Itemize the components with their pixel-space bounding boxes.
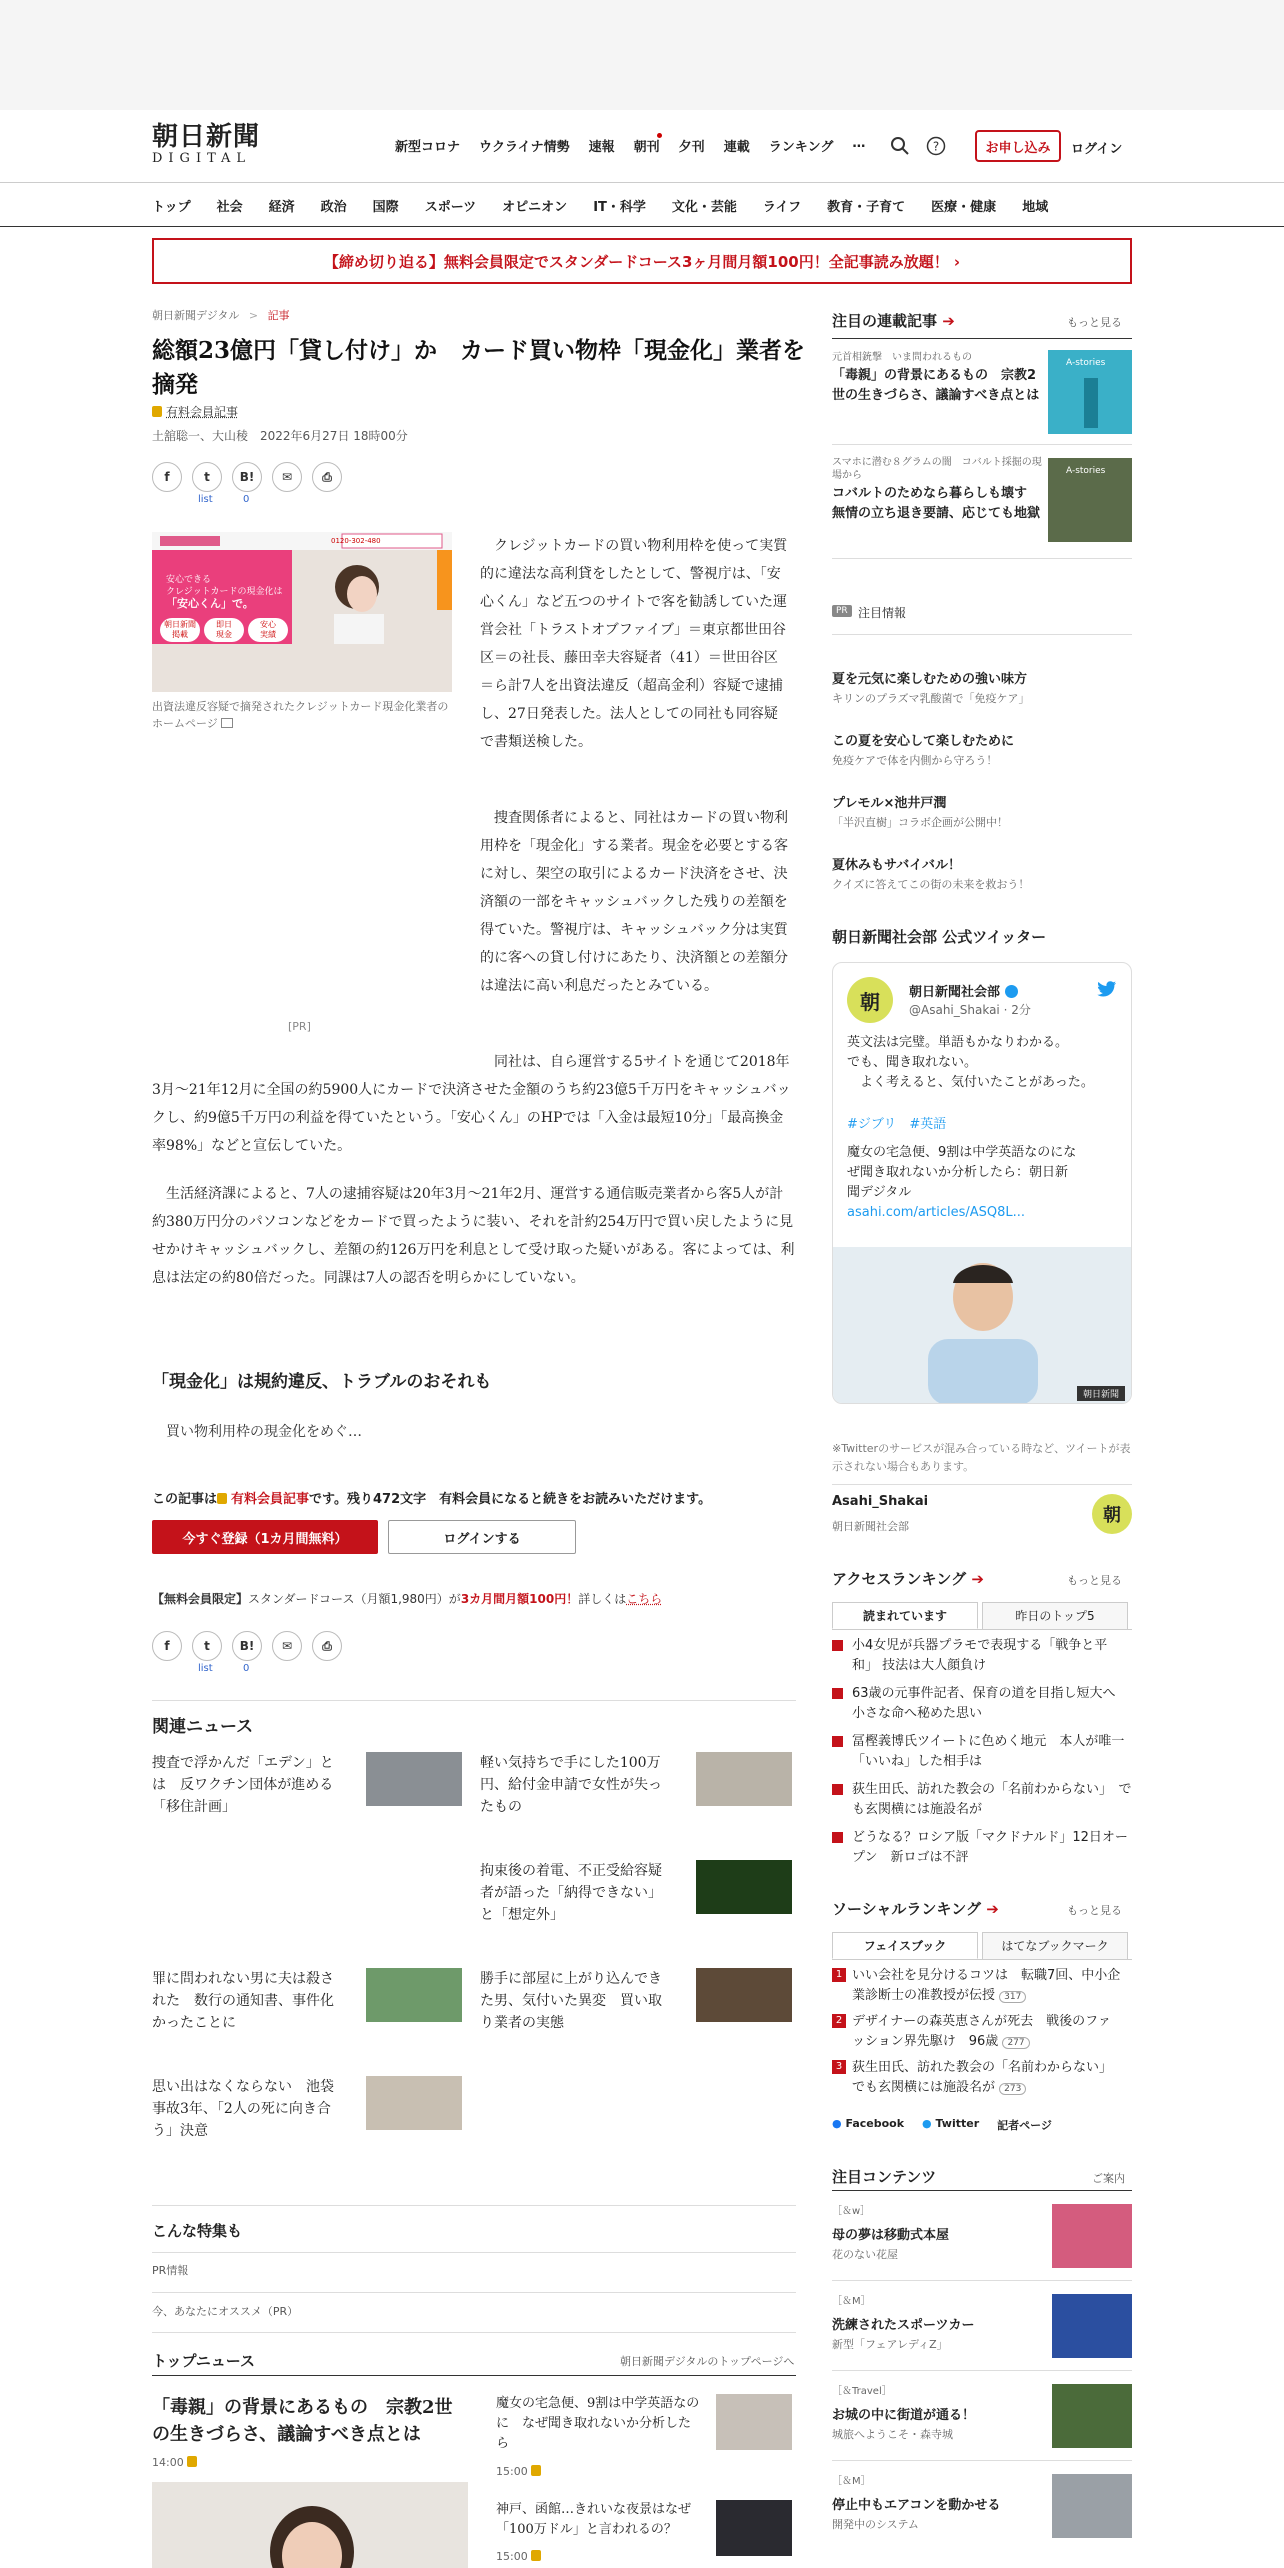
new-dot (657, 133, 662, 138)
divider (0, 182, 1284, 183)
divider (832, 2190, 1132, 2191)
topnews-thumb[interactable] (716, 2394, 792, 2450)
related-item[interactable]: 捜査で浮かんだ「エデン」とは 反ワクチン団体が進める「移住計画」 (152, 1755, 334, 1815)
cat-politics[interactable]: 政治 (320, 200, 347, 215)
facebook-icon: ● (832, 2117, 842, 2130)
subscribe-button[interactable]: お申し込み (975, 130, 1061, 162)
photo-ad-line3: 「安心くん」で。 (166, 597, 254, 610)
lock-icon (187, 2456, 197, 2467)
login-link[interactable]: ログイン (1071, 142, 1123, 157)
paid-tag (152, 403, 238, 420)
photo-ad-line1: 安心できる (166, 575, 212, 585)
tweet-hashtags[interactable]: #ジブリ #英語 (847, 1117, 947, 1132)
breadcrumb-current[interactable]: 記事 (267, 309, 290, 322)
tweet-card-logo: 朝日新聞 (1077, 1386, 1125, 1401)
tab-yesterday-top5[interactable]: 昨日のトップ5 (982, 1602, 1128, 1629)
teaser-text: 買い物利用枠の現金化をめぐ… (152, 1424, 362, 1440)
photo-lower (152, 644, 452, 692)
related-thumb[interactable] (696, 1860, 792, 1914)
print-icon[interactable]: ⎙ (312, 462, 342, 492)
hatena-share-icon[interactable]: B! (232, 1631, 262, 1661)
content-sub: 開発中のシステム (832, 2518, 919, 2531)
share-bar-bottom (152, 1631, 342, 1661)
social-item[interactable]: 荻生田氏、訪れた教会の「名前わからない」 でも玄関横には施設名が 273 (852, 2060, 1119, 2095)
topnews-main-time: 14:00 (152, 2456, 201, 2469)
divider (832, 338, 1132, 339)
tab-most-read[interactable]: 読まれています (832, 1602, 978, 1629)
content-kicker: ［＆M］ (832, 2476, 871, 2487)
rank-number: 2 (832, 2014, 846, 2028)
rank-marker (832, 1736, 843, 1747)
hatena-count: 0 (243, 494, 250, 505)
topnews-item[interactable]: 魔女の宅急便、9割は中学英語なのに なぜ聞き取れないか分析したら (496, 2396, 700, 2451)
content-title[interactable]: 洗練されたスポーツカー (832, 2318, 975, 2333)
pr-item-title[interactable]: この夏を安心して楽しむために (832, 734, 1015, 749)
rank-number: 3 (832, 2060, 846, 2074)
arrow-right-icon: ➔ (986, 1900, 999, 1918)
cat-it-science[interactable]: IT・科学 (593, 200, 646, 215)
ranking-item[interactable]: 小4女児が兵器プラモで表現する「戦争と平和」 技法は大人顔負け (852, 1638, 1108, 1673)
ranking-item[interactable]: 63歳の元事件記者、保育の道を目指し短大へ 小さな命へ秘めた思い (852, 1686, 1129, 1721)
divider (832, 2280, 1132, 2281)
series-title[interactable]: 「毒親」の背景にあるもの 宗教2世の生きづらさ、議論すべき点とは (832, 368, 1040, 403)
paragraph-4: 生活経済課によると、7人の逮捕容疑は20年3月～21年2月、運営する通信販売業者から客5人が計約380万円分のパソコンなどをカードで買ったように装い、それを計約254万円で買い戻したように見せかけキャッシュバックし、差額の約126万円を利息として受け取った疑いがある。客によっては、利息は法定の約80倍だった。同課は7人の認否を明らかにしていない。 (152, 1186, 795, 1286)
nav-ukraine[interactable]: ウクライナ情勢 (479, 140, 570, 155)
twitter-heading: 朝日新聞社会部 公式ツイッター (832, 928, 1047, 946)
tweet-link[interactable]: asahi.com/articles/ASQ8L... (847, 1205, 1026, 1220)
cat-education[interactable]: 教育・子育て (827, 200, 906, 215)
cat-culture[interactable]: 文化・芸能 (671, 200, 737, 215)
twitter-icon: ● (922, 2117, 932, 2130)
divider (832, 558, 1132, 559)
related-thumb[interactable] (696, 1752, 792, 1806)
pr-badge: PR (832, 605, 852, 617)
site-logo[interactable] (152, 122, 282, 170)
twitter-share-icon[interactable]: t (192, 462, 222, 492)
enlarge-icon[interactable] (221, 718, 233, 728)
share-count: 277 (1002, 2037, 1029, 2049)
twitter-link[interactable]: ● Twitter (922, 2117, 980, 2130)
tweet-image[interactable] (833, 1247, 1132, 1404)
photo-ad-text (166, 574, 296, 610)
cat-world[interactable]: 国際 (372, 200, 399, 215)
related-item[interactable]: 軽い気持ちで手にした100万円、給付金申請で女性が失ったもの (480, 1755, 662, 1815)
series-thumb[interactable]: A-stories (1048, 458, 1132, 542)
login-button[interactable]: ログインする (388, 1520, 576, 1554)
account-name[interactable]: Asahi_Shakai (832, 1494, 929, 1509)
social-item[interactable]: デザイナーの森英恵さんが死去 戦後のファッション界先駆け 96歳 277 (852, 2014, 1111, 2049)
portrait-svg (152, 2482, 468, 2568)
social-more-link[interactable]: もっと見る (1067, 1904, 1122, 1917)
tweet-handle: @Asahi_Shakai · 2分 (909, 1003, 1031, 1017)
photo-caption-text: 出資法違反容疑で摘発されたクレジットカード現金化業者のホームページ (152, 700, 449, 730)
content-title[interactable]: 停止中もエアコンを動かせる (832, 2498, 1001, 2513)
series-heading: 注目の連載記事 ➔ (832, 312, 955, 330)
register-button[interactable]: 今すぐ登録（1カ月間無料） (152, 1520, 378, 1554)
related-item[interactable]: 思い出はなくならない 池袋事故3年、「2人の死に向き合う」決意 (152, 2079, 334, 2139)
content-thumb[interactable] (1052, 2474, 1132, 2538)
access-more-link[interactable]: もっと見る (1067, 1574, 1122, 1587)
lock-icon (531, 2550, 541, 2561)
breadcrumb-home[interactable]: 朝日新聞デジタル (152, 309, 240, 322)
free-member-offer: 【無料会員限定】スタンダードコース（月額1,980円）が3カ月間月額100円！詳しくはこちら (152, 1592, 663, 1606)
divider (152, 2252, 796, 2253)
paragraph-1: クレジットカードの買い物利用枠を使って実質的に違法な高利貸をしたとして、警視庁は、「安心くん」など五つのサイトで客を勧誘していた運営会社「トラストオブファイブ」＝東京都世田谷区＝の社長、藤田幸夫容疑者（41）＝世田谷区＝ら計7人を出資法違反（超高金利）容疑で逮捕し、27日発表した。法人としての同社も同容疑で書類送検した。 (480, 538, 788, 750)
series-thumb[interactable]: A-stories (1048, 350, 1132, 434)
social-tabs (832, 1932, 1132, 1960)
svg-text:?: ? (932, 139, 940, 154)
cat-society[interactable]: 社会 (216, 200, 243, 215)
share-count: 317 (999, 1991, 1026, 2003)
contents-heading: 注目コンテンツ (832, 2168, 937, 2186)
rank-marker (832, 1784, 843, 1795)
tweet-card[interactable] (832, 962, 1132, 1404)
pr-info: PR情報 (152, 2264, 189, 2277)
divider (832, 2460, 1132, 2461)
content-title[interactable]: お城の中に街道が通る！ (832, 2408, 976, 2423)
pr-item-sub: 免疫ケアで体を内側から守ろう！ (832, 754, 998, 767)
divider (832, 2370, 1132, 2371)
tweet-text: 英文法は完璧。単語もかなりわかる。 でも、聞き取れない。 よく考えると、気付いたことがあった。 (847, 1035, 1094, 1090)
arrow-right-icon: ➔ (971, 1570, 984, 1588)
recommend-label: 今、あなたにオススメ（PR） (152, 2305, 299, 2318)
access-heading: アクセスランキング ➔ (832, 1570, 984, 1588)
nav-corona[interactable]: 新型コロナ (395, 140, 461, 155)
content-sub: 城旅へようこそ・森寺城 (832, 2428, 953, 2441)
tweet-avatar[interactable]: 朝 (847, 977, 893, 1023)
divider (152, 2332, 796, 2333)
content-kicker: ［＆w］ (832, 2206, 871, 2217)
nav-more-icon[interactable]: … (852, 136, 866, 151)
contents-guide-link[interactable]: ご案内 (1092, 2172, 1125, 2185)
social-heading: ソーシャルランキング ➔ (832, 1900, 999, 1918)
pr-label: [PR] (288, 1020, 311, 1033)
search-icon[interactable] (890, 136, 910, 156)
details-link[interactable]: こちら (626, 1592, 663, 1606)
badge: 朝日新聞 掲載 (160, 618, 200, 642)
content-thumb[interactable] (1052, 2294, 1132, 2358)
cat-sports[interactable]: スポーツ (424, 200, 477, 215)
badge: 即日 現金 (204, 618, 244, 642)
content-sub: 新型「フェアレディZ」 (832, 2338, 948, 2351)
social-item[interactable]: いい会社を見分けるコツは 転職7回、中小企業診断士の准教授が伝授 317 (852, 1968, 1121, 2003)
social-links (832, 2117, 1052, 2133)
share-bar (152, 462, 342, 492)
divider (832, 1484, 1132, 1485)
verified-icon (1005, 985, 1018, 998)
photo-ad-phone: 0120-302-480 (331, 537, 381, 545)
topnews-time: 15:00 (496, 2465, 545, 2478)
lock-icon (531, 2465, 541, 2476)
series-title[interactable]: コバルトのためなら暮らしも壊す 無情の立ち退き要請、応じても地獄 (832, 486, 1041, 521)
content-thumb[interactable] (1052, 2384, 1132, 2448)
cat-economy[interactable]: 経済 (268, 200, 295, 215)
special-heading: こんな特集も (152, 2222, 243, 2240)
ranking-item[interactable]: 冨樫義博氏ツイートに色めく地元 本人が唯一「いいね」した相手は (852, 1734, 1125, 1769)
topnews-heading: トップニュース (152, 2352, 256, 2370)
twitter-share-icon[interactable]: t (192, 1631, 222, 1661)
related-item[interactable]: 罪に問われない男に夫は殺された 数行の通知書、事件化かったことに (152, 1971, 334, 2031)
mail-share-icon[interactable]: ✉ (272, 462, 302, 492)
hatena-share-icon[interactable]: B! (232, 462, 262, 492)
article-title: 総額23億円「貸し付け」か カード買い物枠「現金化」業者を摘発 (152, 337, 806, 398)
series-kicker: 元首相銃撃 いま問われるもの (832, 352, 972, 363)
pr-item-sub: クイズに答えてこの街の未来を救おう！ (832, 878, 1030, 891)
divider (152, 1700, 796, 1701)
pr-item-title[interactable]: 夏を元気に楽しむための強い味方 (832, 672, 1028, 687)
topnews-thumb[interactable] (716, 2500, 792, 2556)
tweet-name[interactable]: 朝日新聞社会部 (909, 981, 1018, 1000)
tweet-body: 魔女の宅急便、9割は中学英語なのになぜ聞き取れないか分析したら：朝日新聞デジタル (847, 1145, 1077, 1200)
rank-marker (832, 1832, 843, 1843)
twitter-note: ※Twitterのサービスが混み合っている時など、ツイートが表示されない場合もあります。 (832, 1442, 1131, 1473)
print-icon[interactable]: ⎙ (312, 1631, 342, 1661)
content-title[interactable]: 母の夢は移動式本屋 (832, 2228, 950, 2243)
topnews-item[interactable]: 神戸、函館…きれいな夜景はなぜ「100万ドル」と言われるの？ (496, 2502, 692, 2537)
ranking-item[interactable]: どうなる？ロシア版「マクドナルド」12日オープン 新ロゴは不評 (852, 1830, 1128, 1865)
divider (0, 226, 1284, 227)
divider (152, 2292, 796, 2293)
breadcrumb (152, 307, 290, 323)
reporter-page-link[interactable]: 記者ページ (997, 2119, 1052, 2132)
pr-item-sub: 「半沢直樹」コラボ企画が公開中！ (832, 816, 1008, 829)
breadcrumb-sep: > (248, 309, 259, 322)
divider (832, 634, 1132, 635)
topnews-main-photo[interactable] (152, 2482, 468, 2568)
divider (152, 2375, 796, 2376)
logo-kanji: 朝日新聞 (152, 122, 261, 152)
content-kicker: ［＆M］ (832, 2296, 871, 2307)
promo-banner[interactable]: 【締め切り迫る】無料会員限定でスタンダードコース3ヶ月間月額100円！全記事読み放題！ › (152, 238, 1132, 284)
series-more-link[interactable]: もっと見る (1067, 316, 1122, 329)
facebook-share-icon[interactable]: f (152, 1631, 182, 1661)
access-tabs (832, 1602, 1132, 1630)
nav-breaking[interactable]: 速報 (588, 140, 615, 155)
logo-sub: DIGITAL (152, 151, 252, 166)
rank-number: 1 (832, 1968, 846, 1982)
cat-opinion[interactable]: オピニオン (502, 200, 568, 215)
mail-share-icon[interactable]: ✉ (272, 1631, 302, 1661)
ad-area (0, 0, 1284, 110)
paid-tag-label[interactable]: 有料会員記事 (166, 405, 239, 419)
ranking-item[interactable]: 荻生田氏、訪れた教会の「名前わからない」 でも玄関横には施設名が (852, 1782, 1132, 1817)
content-thumb[interactable] (1052, 2204, 1132, 2268)
nav-ranking[interactable]: ランキング (768, 140, 834, 155)
cat-life[interactable]: ライフ (762, 200, 802, 215)
account-sub: 朝日新聞社会部 (832, 1520, 909, 1533)
paywall-notice: この記事は 有料会員記事です。残り472文字 有料会員になると続きをお読みいただけます。 (152, 1492, 712, 1507)
cat-region[interactable]: 地域 (1022, 200, 1049, 215)
facebook-link[interactable]: ● Facebook (832, 2117, 905, 2130)
topnews-main-title[interactable]: 「毒親」の背景にあるもの 宗教2世の生きづらさ、議論すべき点とは (152, 2397, 453, 2445)
badge: 安心 実績 (248, 618, 288, 642)
help-icon[interactable] (926, 136, 946, 156)
content-sub: 花のない花屋 (832, 2248, 898, 2261)
account-avatar[interactable]: 朝 (1092, 1494, 1132, 1534)
person-svg (833, 1247, 1132, 1404)
related-thumb[interactable] (366, 1752, 462, 1806)
related-item[interactable]: 拘束後の着電、不正受給容疑者が語った「納得できない」と「想定外」 (480, 1863, 662, 1923)
paragraph-2: 捜査関係者によると、同社はカードの買い物利用枠を「現金化」する業者。現金を必要とする客に対し、架空の取引によるカード決済をさせ、決済額の一部をキャッシュバックした残りの差額を得ていた。警視庁は、キャッシュバック分は実質的に客への貸し付けにあたり、決済額との差額分は違法に高い利息だったとみている。 (480, 810, 788, 994)
related-thumb[interactable] (366, 2076, 462, 2130)
pr-heading: 注目情報 (858, 606, 907, 620)
top-nav (395, 136, 865, 160)
lock-icon (217, 1493, 227, 1504)
lock-icon (152, 406, 162, 417)
paid-label[interactable]: 有料会員記事 (231, 1492, 310, 1507)
byline: 土舘聡一、大山稜 2022年6月27日 18時00分 (152, 429, 408, 443)
tab-facebook[interactable]: フェイスブック (832, 1932, 978, 1959)
category-nav (152, 196, 1048, 215)
related-thumb[interactable] (696, 1968, 792, 2022)
pr-item-title[interactable]: 夏休みもサバイバル！ (832, 858, 961, 873)
cat-top[interactable]: トップ (152, 200, 191, 215)
tab-hatena[interactable]: はてなブックマーク (982, 1932, 1128, 1959)
hatena-count: 0 (243, 1663, 250, 1674)
related-item[interactable]: 勝手に部屋に上がり込んできた男、気付いた異変 買い取り業者の実態 (480, 1971, 662, 2031)
share-list-link[interactable]: list (198, 494, 213, 505)
pr-item-title[interactable]: プレモル×池井戸潤 (832, 796, 947, 811)
related-heading: 関連ニュース (152, 1717, 254, 1737)
nav-morning[interactable]: 朝刊 (633, 140, 660, 155)
topnews-more-link[interactable]: 朝日新聞デジタルのトップページへ (620, 2355, 795, 2368)
rank-marker (832, 1688, 843, 1699)
facebook-share-icon[interactable]: f (152, 462, 182, 492)
share-list-link[interactable]: list (198, 1663, 213, 1674)
twitter-bird-icon[interactable] (1097, 981, 1117, 998)
topnews-time: 15:00 (496, 2550, 545, 2563)
photo-ad-line2: クレジットカードの現金化は (166, 587, 283, 597)
subheading: 「現金化」は規約違反、トラブルのおそれも (152, 1372, 492, 1392)
divider (152, 2205, 796, 2206)
pr-item-sub: キリンのプラズマ乳酸菌で「免疫ケア」 (832, 692, 1030, 705)
nav-series[interactable]: 連載 (723, 140, 750, 155)
paragraph-3: 同社は、自ら運営する5サイトを通じて2018年3月～21年12月に全国の約5900人にカードで決済させた金額のうち約23億5千万円をキャッシュバックし、約9億5千万円の利益を得ていたという。「安心くん」のHPでは「入金は最短10分」「最高換金率98%」などと宣伝していた。 (152, 1054, 791, 1154)
share-count: 273 (999, 2083, 1026, 2095)
related-thumb[interactable] (366, 1968, 462, 2022)
nav-evening[interactable]: 夕刊 (678, 140, 705, 155)
arrow-right-icon: ➔ (942, 312, 955, 330)
series-kicker: スマホに潜む８グラムの闇 コバルト採掘の現場から (832, 457, 1042, 481)
divider (832, 444, 1132, 445)
rank-marker (832, 1640, 843, 1651)
photo-ad-badges (160, 618, 288, 642)
content-kicker: ［＆Travel］ (832, 2386, 892, 2397)
photo-caption (152, 698, 452, 732)
cat-health[interactable]: 医療・健康 (931, 200, 997, 215)
